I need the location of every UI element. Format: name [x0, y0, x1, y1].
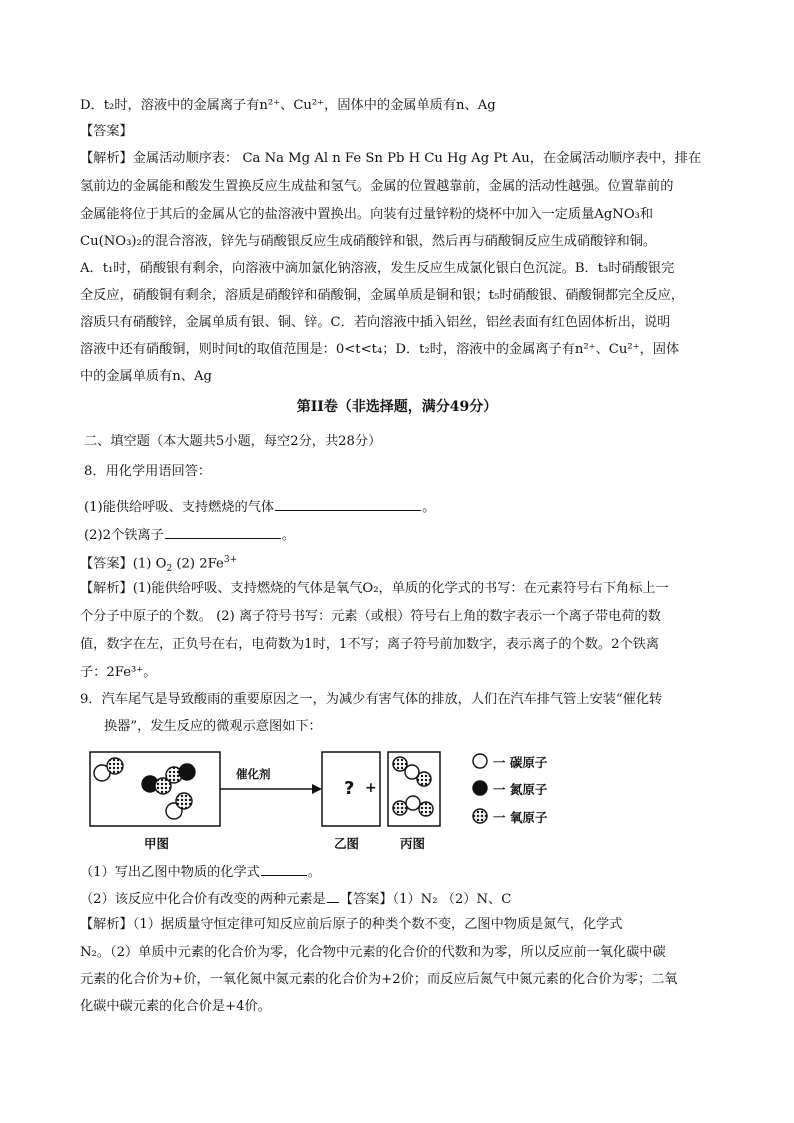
reaction-diagram: [88, 742, 548, 854]
q9-analysis-line: 化碳中碳元素的化合价是+4价。: [80, 999, 271, 1014]
analysis-line: 溶质只有硝酸锌，金属单质有银、铜、锌。C．若向溶液中插入铝丝，铝丝表面有红色固体析出，说明: [80, 315, 671, 330]
q9-sub1: [80, 861, 321, 882]
q9-stem: 9．汽车尾气是导致酸雨的重要原因之一，为减少有害气体的排放，人们在汽车排气管上安装“催化转: [80, 692, 663, 707]
label-yi: 乙图: [334, 836, 360, 851]
q8-answer-mid: (2) 2Fe: [172, 556, 224, 572]
q9-sub2: [80, 888, 511, 909]
carbon-atom: [406, 796, 420, 810]
analysis-line: 氢前边的金属能和酸发生置换反应生成盐和氢气。金属的位置越靠前，金属的活动性越强。位置靠前的: [80, 179, 674, 194]
q8-sub2-end: 。: [281, 528, 296, 543]
unknown-substance-mark: ?: [344, 778, 355, 799]
q8-sub2: [84, 524, 295, 545]
label-jia: 甲图: [144, 836, 170, 851]
nitrogen-atom: [179, 764, 195, 780]
q9-analysis-line: N₂。（2）单质中元素的化合价为零，化合物中元素的化合价的代数和为零，所以反应前一氧化碳中碳: [80, 945, 666, 960]
plus-sign: +: [365, 780, 377, 796]
q9-analysis-line: 元素的化合价为+价，一氧化氮中氮元素的化合价为+2价；而反应后氮气中氮元素的化合价为零；二氧: [80, 972, 678, 987]
q8-analysis-line: 值，数字在左，正负号在右，电荷数为1时，1不写；离子符号前加数字，表示离子的个数。2个铁离: [80, 637, 660, 652]
legend-oxygen: 一 氧原子: [493, 810, 548, 825]
q9-sub1-text: （1）写出乙图中物质的化学式: [80, 865, 260, 880]
analysis-line: 溶液中还有硝酸铜，则时间t的取值范围是：0<t<t₄；D．t₂时，溶液中的金属离子有n²⁺、Cu²⁺，固体: [80, 342, 680, 357]
q9-stem: 换器”，发生反应的微观示意图如下：: [104, 719, 322, 734]
analysis-line: 中的金属单质有n、Ag: [80, 369, 212, 384]
legend-nitrogen: 一 氮原子: [493, 782, 548, 797]
catalyst-label: 催化剂: [236, 767, 271, 781]
analysis-line: A．t₁时，硝酸银有剩余，向溶液中滴加氯化钠溶液，发生反应生成氯化银白色沉淀。B．t₃时硝酸银完: [80, 261, 675, 276]
q8-analysis-line: 个分子中原子的个数。 (2) 离子符号书写：元素（或根）符号右上角的数字表示一个离子带电荷的数: [80, 609, 661, 624]
oxygen-atom: [393, 757, 407, 771]
option-d: D．t₂时，溶液中的金属离子有n²⁺、Cu²⁺，固体中的金属单质有n、Ag: [80, 98, 496, 113]
oxygen-atom: [176, 793, 192, 809]
analysis-line: 【解析】金属活动顺序表： Ca Na Mg Al n Fe Sn Pb H Cu Hg Ag Pt Au，在金属活动顺序表中，排在: [80, 151, 702, 166]
q9-answer: 【答案】（1）N₂ （2）N、C: [339, 892, 512, 907]
q9-sub1-end: 。: [307, 865, 322, 880]
arrow-head: [312, 784, 322, 794]
q8-analysis-line: 子：2Fe³⁺。: [80, 665, 157, 680]
section-title: 第II卷（非选择题，满分49分）: [296, 399, 498, 415]
q8-stem: 8．用化学用语回答：: [84, 464, 212, 479]
q8-answer-superscript: 3+: [223, 555, 238, 565]
q9-analysis-line: 【解析】（1）据质量守恒定律可知反应前后原子的种类个数不变，乙图中物质是氮气，化学式: [80, 917, 623, 932]
oxygen-atom: [417, 772, 431, 786]
legend-nitrogen-circle: [473, 781, 487, 795]
oxygen-atom: [107, 758, 123, 774]
q8-sub1-end: 。: [422, 500, 436, 515]
analysis-line: 金属能将位于其后的金属从它的盐溶液中置换出。向装有过量锌粉的烧杯中加入一定质量AgNO₃和: [80, 207, 654, 222]
answer-label: 【答案】: [80, 124, 133, 139]
legend-carbon-circle: [473, 754, 487, 768]
legend-oxygen-circle: [473, 809, 487, 823]
q8-analysis-line: 【解析】(1)能供给呼吸、支持燃烧的气体是氧气O₂，单质的化学式的书写：在元素符号右下角标上一: [80, 581, 669, 596]
q8-answer-subscript: 2: [166, 564, 173, 575]
q8-sub2-text: (2)2个铁离子: [84, 528, 164, 543]
q8-answer: [80, 551, 237, 578]
oxygen-atom: [393, 801, 407, 815]
part-two-title: 二、填空题（本大题共5小题，每空2分，共28分）: [84, 434, 382, 449]
q9-sub2-text: （2）该反应中化合价有改变的两种元素是: [80, 892, 326, 907]
answer-blank[interactable]: [327, 888, 339, 903]
answer-blank[interactable]: [165, 524, 281, 539]
answer-blank[interactable]: [261, 861, 307, 876]
q8-sub1: [84, 496, 435, 517]
answer-blank[interactable]: [275, 496, 421, 511]
legend-carbon: 一 碳原子: [493, 755, 548, 770]
oxygen-atom: [419, 802, 433, 816]
analysis-line: 全反应，硝酸铜有剩余，溶质是硝酸锌和硝酸铜，金属单质是铜和银；t₅时硝酸银、硝酸铜都完全反应，: [80, 288, 685, 303]
analysis-line: Cu(NO₃)₂的混合溶液，锌先与硝酸银反应生成硝酸锌和银，然后再与硝酸铜反应生成硝酸锌和铜。: [80, 234, 657, 249]
q8-answer-prefix: 【答案】(1) O: [80, 556, 167, 572]
q8-sub1-text: (1)能供给呼吸、支持燃烧的气体: [84, 500, 275, 515]
label-bing: 丙图: [400, 836, 426, 851]
